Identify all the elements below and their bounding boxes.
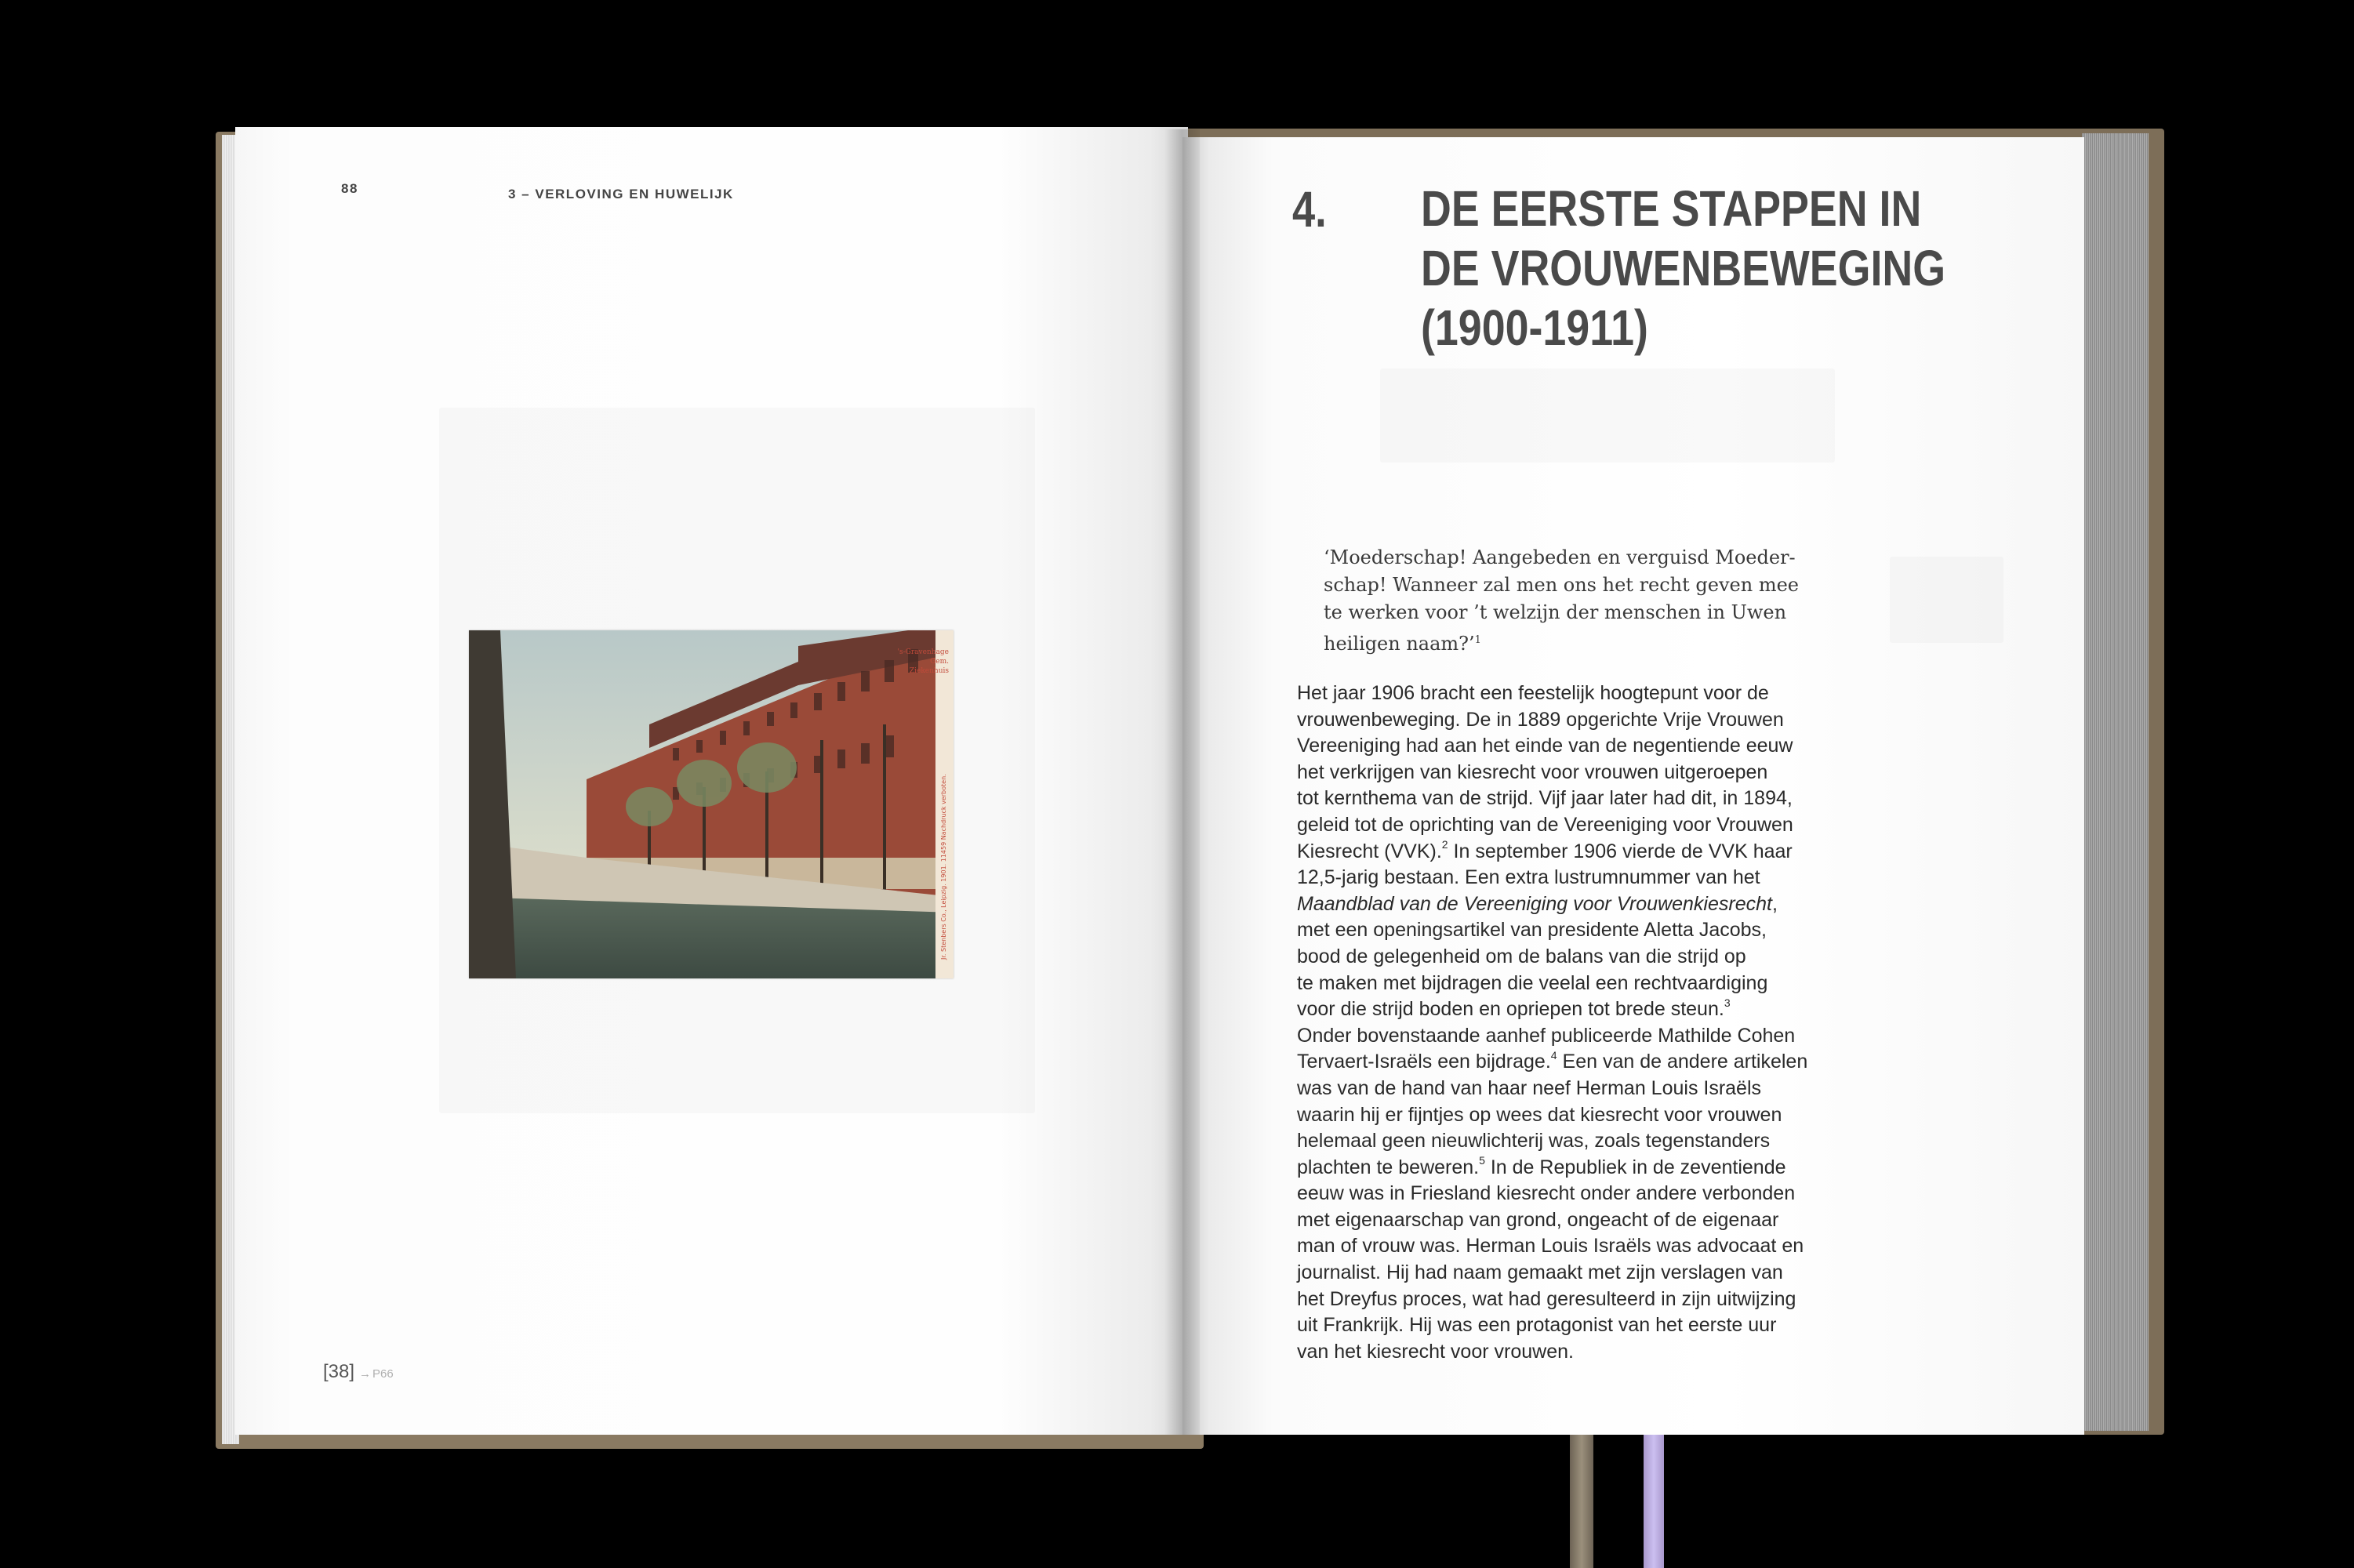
body-line (1297, 865, 1862, 891)
figure-reference (323, 1361, 394, 1383)
show-through-shadow (1380, 368, 1835, 463)
body-line (1297, 1260, 1862, 1287)
body-text-run: journalist. Hij had naam gemaakt met zijn verslagen van (1297, 1261, 1783, 1284)
chapter-title-line: DE VROUWENBEWEGING (1421, 240, 1946, 296)
epigraph-line: ‘Moederschap! Aangebeden en verguisd Moeder- (1324, 546, 1796, 568)
body-line (1297, 1233, 1862, 1260)
body-text-run: Een van de andere artikelen (1557, 1051, 1808, 1073)
postcard-illustration (469, 630, 954, 978)
body-text-run: van het kiesrecht voor vrouwen. (1297, 1340, 1574, 1363)
epigraph-line: schap! Wanneer zal men ons het recht geven mee (1324, 574, 1799, 596)
figure-page-ref: P66 (372, 1367, 394, 1381)
footnote-marker: 5 (1479, 1154, 1485, 1167)
body-text-run: Onder bovenstaande aanhef publiceerde Mathilde Cohen (1297, 1024, 1796, 1047)
body-line (1297, 1155, 1862, 1181)
body-text-run: Tervaert-Israëls een bijdrage. (1297, 1051, 1551, 1073)
show-through-shadow (1890, 557, 2003, 643)
arrow-right-icon: → (359, 1367, 372, 1381)
body-text (1297, 681, 1862, 1365)
body-text-run: helemaal geen nieuwlichterij was, zoals tegenstanders (1297, 1130, 1771, 1152)
ribbon-bookmark-brown (1570, 1433, 1593, 1568)
body-line (1297, 681, 1862, 707)
footnote-marker: 1 (1474, 634, 1481, 646)
figure-number: [38] (323, 1361, 355, 1382)
body-line (1297, 1128, 1862, 1155)
postcard-imprint: Jr. Stenbers Co., Leipzig. 1901. 11459 Nachdruck verboten. (940, 774, 947, 960)
postcard-caption-bottom: Ziekenhuis (909, 667, 949, 675)
chapter-number: 4. (1292, 181, 1327, 238)
gutter-shadow (1164, 129, 1200, 1435)
body-text-run: man of vrouw was. Herman Louis Israëls was advocaat en (1297, 1235, 1804, 1258)
epigraph (1324, 544, 1841, 658)
body-line (1297, 1181, 1862, 1207)
body-text-run: In de Republiek in de zeventiende (1484, 1156, 1786, 1178)
body-line (1297, 1287, 1862, 1313)
body-line (1297, 733, 1862, 760)
epigraph-line: heiligen naam?’ (1324, 633, 1475, 655)
body-text-run: uit Frankrijk. Hij was een protagonist van het eerste uur (1297, 1314, 1777, 1337)
epigraph-line: te werken voor ’t welzijn der menschen in Uwen (1324, 601, 1787, 623)
postcard-caption-top: 's-Gravenhage (897, 648, 949, 656)
body-text-run: waarin hij er fijntjes op wees dat kiesrecht voor vrouwen (1297, 1103, 1782, 1126)
body-text-run: met eigenaarschap van grond, ongeacht of de eigenaar (1297, 1208, 1779, 1231)
body-line (1297, 839, 1862, 866)
body-line (1297, 707, 1862, 734)
body-text-run: In september 1906 vierde de VVK haar (1448, 840, 1793, 862)
chapter-title-line: (1900-1911) (1421, 299, 1648, 356)
body-line (1297, 996, 1862, 1023)
body-line (1297, 1076, 1862, 1102)
footnote-marker: 3 (1724, 996, 1731, 1009)
footnote-marker: 2 (1441, 838, 1448, 851)
body-text-run: met een openingsartikel van presidente Aletta Jacobs, (1297, 919, 1767, 942)
body-line (1297, 1339, 1862, 1366)
body-text-run: te maken met bijdragen die veelal een rechtvaardiging (1297, 971, 1768, 994)
body-line (1297, 1023, 1862, 1050)
body-line (1297, 917, 1862, 944)
body-text-run: vrouwenbeweging. De in 1889 opgerichte Vrije Vrouwen (1297, 708, 1784, 731)
body-line (1297, 1102, 1862, 1129)
body-line (1297, 1312, 1862, 1339)
body-text-run: plachten te beweren. (1297, 1156, 1480, 1178)
postcard-image (469, 630, 954, 978)
body-text-run: bood de gelegenheid om de balans van die strijd op (1297, 945, 1746, 967)
page-number: 88 (341, 181, 358, 196)
body-text-run: Vereeniging had aan het einde van de negentiende eeuw (1297, 735, 1793, 757)
body-text-run: eeuw was in Friesland kiesrecht onder andere verbonden (1297, 1182, 1796, 1205)
body-text-run: 12,5-jarig bestaan. Een extra lustrumnummer van het (1297, 866, 1760, 889)
body-line (1297, 891, 1862, 918)
chapter-title-line: DE EERSTE STAPPEN IN (1421, 180, 1922, 237)
body-line (1297, 786, 1862, 812)
chapter-title (1421, 179, 1987, 358)
running-head: 3 – VERLOVING EN HUWELIJK (508, 187, 734, 201)
postcard-caption-mid: Gem. (930, 658, 949, 666)
body-text-run: was van de hand van haar neef Herman Louis Israëls (1297, 1076, 1762, 1099)
body-line (1297, 1049, 1862, 1076)
body-line (1297, 812, 1862, 839)
body-text-run: , (1771, 892, 1778, 915)
body-text-run: tot kernthema van de strijd. Vijf jaar later had dit, in 1894, (1297, 787, 1793, 810)
body-line (1297, 760, 1862, 786)
body-text-run: voor die strijd boden en opriepen tot brede steun. (1297, 998, 1724, 1021)
page-stack-right (2082, 133, 2149, 1431)
body-line (1297, 944, 1862, 971)
body-text-run: Kiesrecht (VVK). (1297, 840, 1442, 862)
body-text-run: Het jaar 1906 bracht een feestelijk hoogtepunt voor de (1297, 682, 1769, 704)
body-line (1297, 1207, 1862, 1234)
body-text-run: het verkrijgen van kiesrecht voor vrouwen uitgeroepen (1297, 760, 1768, 783)
body-line (1297, 971, 1862, 997)
footnote-marker: 4 (1550, 1048, 1557, 1062)
italic-title: Maandblad van de Vereeniging voor Vrouwenkiesrecht (1297, 892, 1772, 915)
body-text-run: het Dreyfus proces, wat had geresulteerd in zijn uitwijzing (1297, 1287, 1796, 1310)
ribbon-bookmark-lilac (1644, 1433, 1664, 1568)
body-text-run: geleid tot de oprichting van de Vereeniging voor Vrouwen (1297, 813, 1793, 836)
